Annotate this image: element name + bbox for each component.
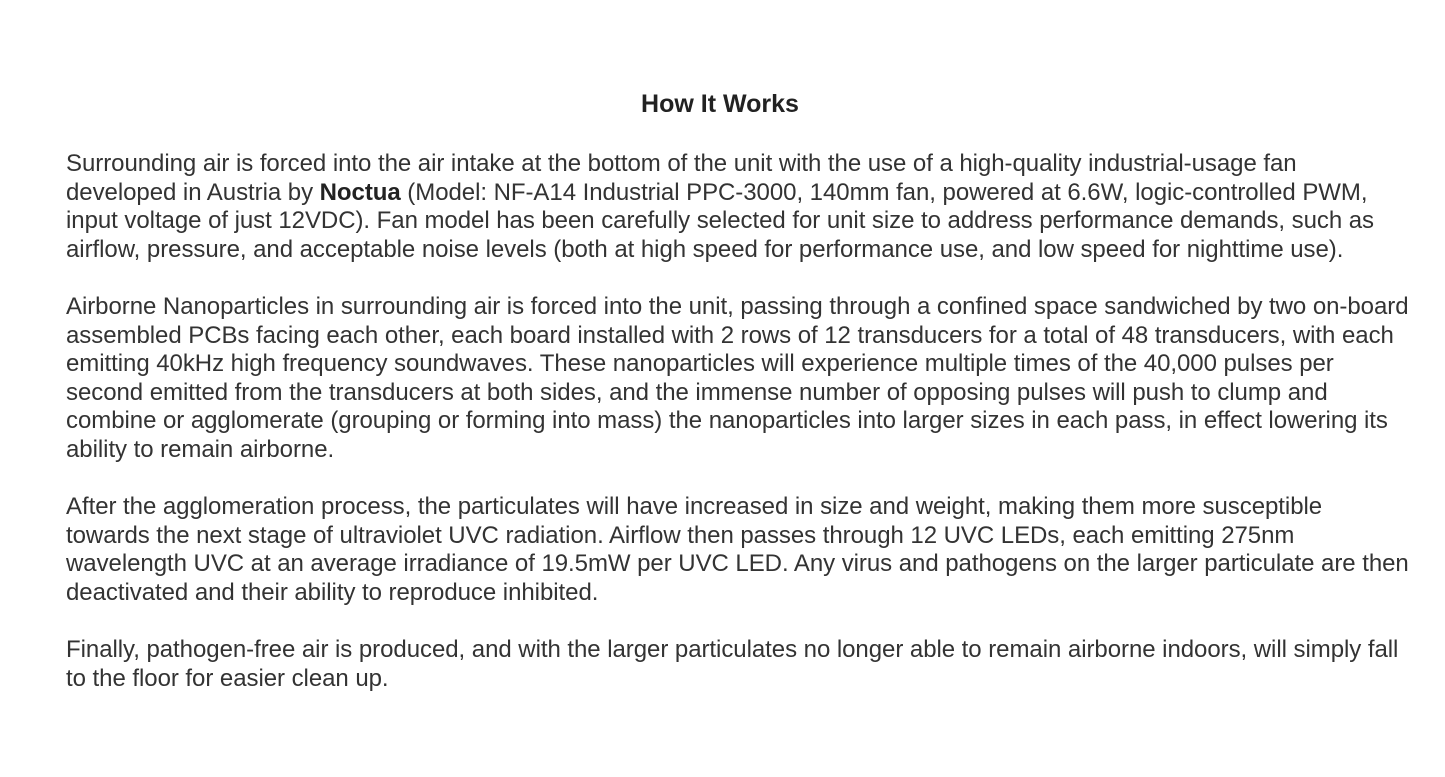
paragraph-text: Surrounding air is forced into the air intake at the bottom of the unit with the use of a high-quality industrial-usage fan developed in Austria by xyxy=(66,150,1297,206)
paragraph-clean-air: Finally, pathogen-free air is produced, and with the larger particulates no longer able to remain airborne indoors, will simply fall to the floor for easier clean up. xyxy=(66,636,1399,692)
paragraph-uvc-stage: After the agglomeration process, the particulates will have increased in size and weight, making them more susceptible towards the next stage of ultraviolet UVC radiation. Airflow then passes through 12 UVC LEDs, each emitting 275nm wavelength UVC at an average irradiance of 19.5mW per UVC LED. Any virus and pathogens on the larger particulate are then deactivated and their ability to reproduce inhibited. xyxy=(66,493,1409,606)
paragraph-text: (Model: NF-A14 Industrial PPC-3000, 140mm fan, powered at 6.6W, logic-controlled PWM, input voltage of just 12VDC). Fan model has been carefully selected for unit size to address performance demands, such as airflow, pressure, and acceptable noise levels (both at high speed for performance use, and low speed for nighttime use). xyxy=(66,178,1374,263)
how-it-works-section xyxy=(66,88,1411,722)
paragraph-fan-intake xyxy=(66,150,1411,264)
paragraph-nanoparticles: Airborne Nanoparticles in surrounding air is forced into the unit, passing through a confined space sandwiched by two on-board assembled PCBs facing each other, each board installed with 2 rows of 12 transducers for a total of 48 transducers, with each emitting 40kHz high frequency soundwaves. These nanoparticles will experience multiple times of the 40,000 pulses per second emitted from the transducers at both sides, and the immense number of opposing pulses will push to clump and combine or agglomerate (grouping or forming into mass) the nanoparticles into larger sizes in each pass, in effect lowering its ability to remain airborne. xyxy=(66,293,1409,463)
section-heading: How It Works xyxy=(641,90,799,118)
brand-name: Noctua xyxy=(319,178,401,206)
